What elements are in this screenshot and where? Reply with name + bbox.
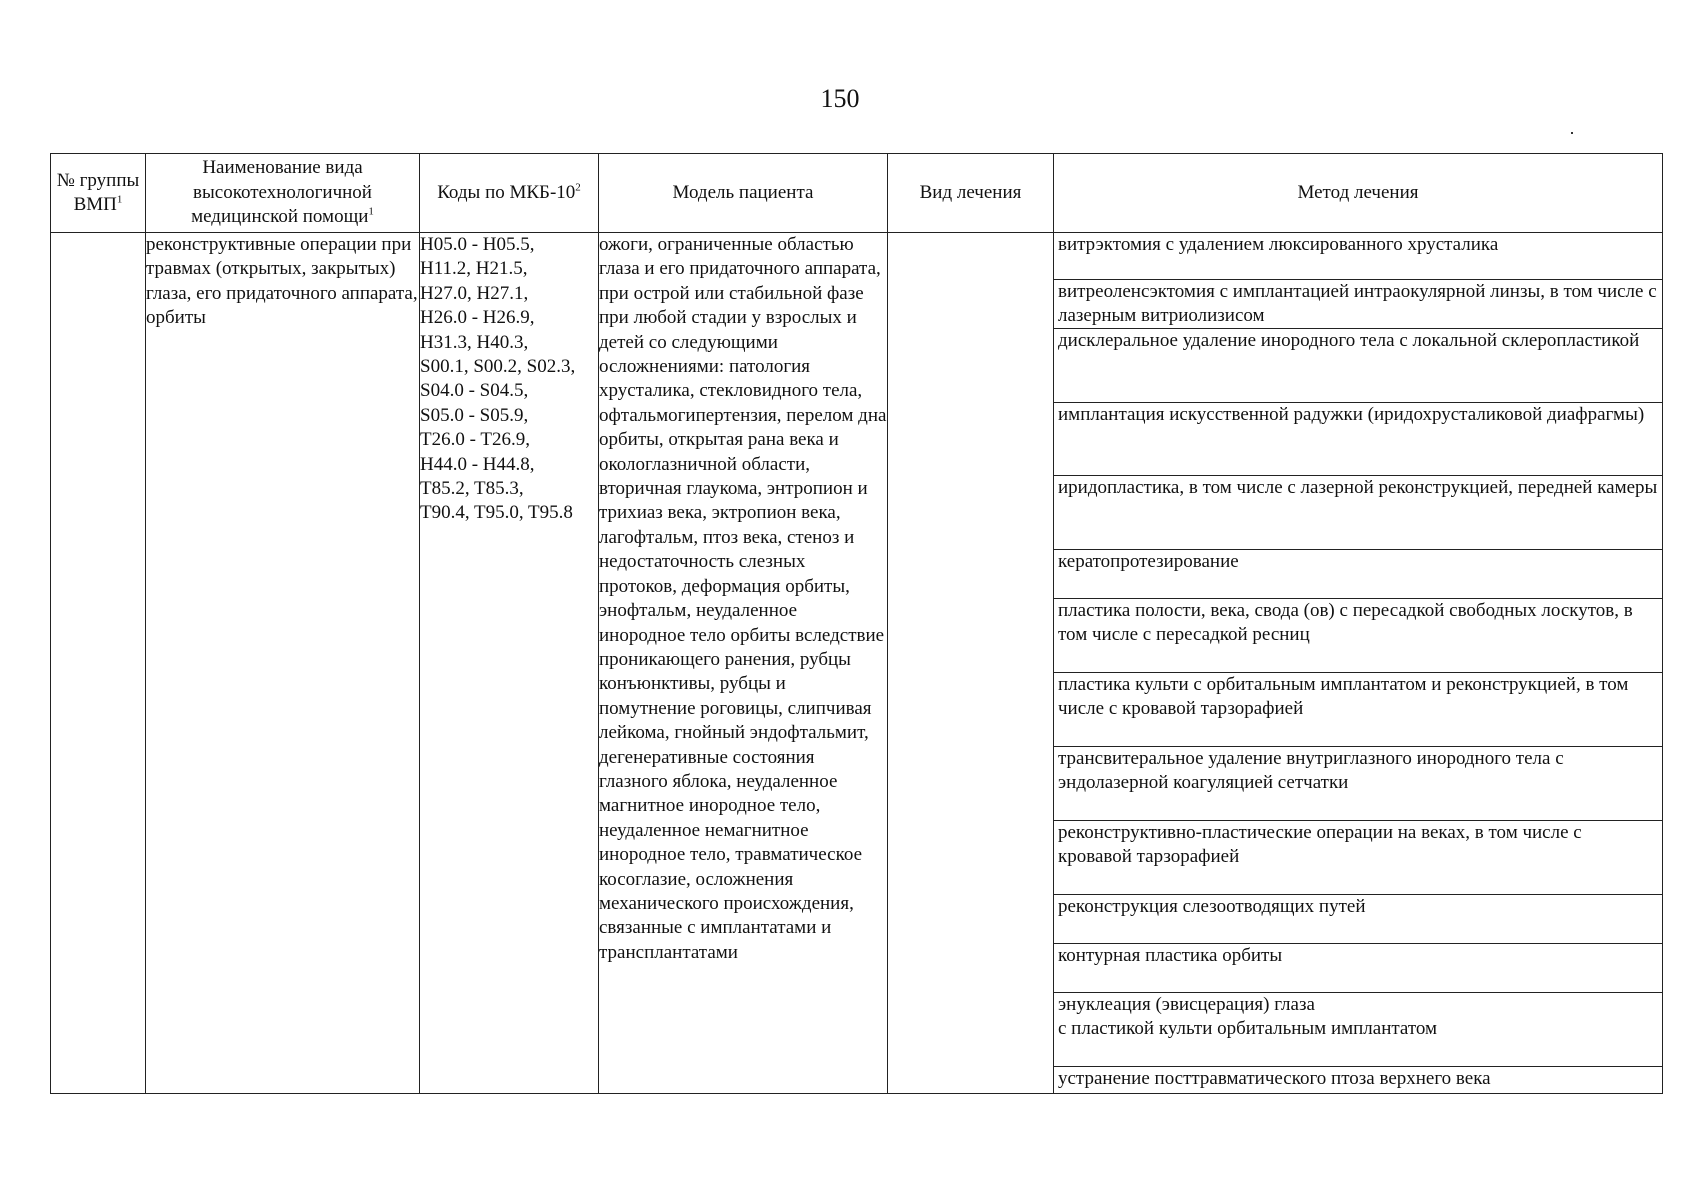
- method-item: трансвитеральное удаление внутриглазного инородного тела с эндолазерной коагуляцией сетчатки: [1054, 747, 1662, 821]
- cell-treatment-type: [888, 233, 1054, 1094]
- header-care-type: Наименование вида высокотехнологичной медицинской помощи$^1$: [146, 154, 420, 233]
- cell-icd-codes: H05.0 - H05.5, H11.2, H21.5, H27.0, H27.1, H26.0 - H26.9, H31.3, H40.3, S00.1, S00.2, S02.3, S04.0 - S04.5, S05.0 - S05.9, T26.0 - T26.9, H44.0 - H44.8, T85.2, T85.3, T90.4, T95.0, T95.8: [420, 233, 599, 1094]
- method-item: кератопротезирование: [1054, 550, 1662, 599]
- method-item: реконструкция слезоотводящих путей: [1054, 895, 1662, 944]
- method-item: пластика полости, века, свода (ов) с пересадкой свободных лоскутов, в том числе с пересадкой ресниц: [1054, 599, 1662, 673]
- method-item: витреоленсэктомия с имплантацией интраокулярной линзы, в том числе с лазерным витриолизисом: [1054, 280, 1662, 329]
- method-list: [1054, 233, 1662, 1093]
- method-item: витрэктомия с удалением люксированного хрусталика: [1054, 233, 1662, 280]
- page-number: 150: [820, 84, 860, 113]
- cell-treatment-methods: [1054, 233, 1663, 1094]
- header-treatment-method: Метод лечения: [1054, 154, 1663, 233]
- method-item: имплантация искусственной радужки (иридохрусталиковой диафрагмы): [1054, 403, 1662, 476]
- method-item: контурная пластика орбиты: [1054, 944, 1662, 993]
- cell-group-no: [51, 233, 146, 1094]
- method-item: энуклеация (эвисцерация) глаза с пластикой культи орбитальным имплантатом: [1054, 993, 1662, 1067]
- method-item: устранение посттравматического птоза верхнего века: [1058, 1068, 1491, 1089]
- method-item: пластика культи с орбитальным имплантатом и реконструкцией, в том числе с кровавой тарзорафией: [1054, 673, 1662, 747]
- method-item: реконструктивно-пластические операции на веках, в том числе с кровавой тарзорафией: [1054, 821, 1662, 895]
- header-patient-model: Модель пациента: [599, 154, 888, 233]
- header-treatment-type: Вид лечения: [888, 154, 1054, 233]
- scan-speck: [1571, 132, 1573, 134]
- method-item: дисклеральное удаление инородного тела с локальной склеропластикой: [1054, 329, 1662, 403]
- cell-care-type: реконструктивные операции при травмах (открытых, закрытых) глаза, его придаточного аппарата, орбиты: [146, 233, 420, 1094]
- header-icd-codes: Коды по МКБ-$10^2$: [420, 154, 599, 233]
- header-group-no: № группы ВМП$^1$: [51, 154, 146, 233]
- cell-patient-model: ожоги, ограниченные областью глаза и его придаточного аппарата, при острой или стабильной фазе при любой стадии у взрослых и детей со следующими осложнениями: патология хрусталика, стекловидного тела, офтальмогипертензия, перелом дна орбиты, открытая рана века и окологлазничной области, вторичная глаукома, энтропион и трихиаз века, эктропион века, лагофтальм, птоз века, стеноз и недостаточность слезных протоков, деформация орбиты, энофтальм, неудаленное инородное тело орбиты вследствие проникающего ранения, рубцы конъюнктивы, рубцы и помутнение роговицы, слипчивая лейкома, гнойный эндофтальмит, дегенеративные состояния глазного яблока, неудаленное магнитное инородное тело, неудаленное немагнитное инородное тело, травматическое косоглазие, осложнения механического происхождения, связанные с имплантатами и трансплантатами: [599, 233, 888, 1094]
- method-item: иридопластика, в том числе с лазерной реконструкцией, передней камеры: [1054, 476, 1662, 550]
- table-row: [51, 233, 1663, 1094]
- header-row: [51, 154, 1663, 233]
- vmp-table: [50, 153, 1663, 1094]
